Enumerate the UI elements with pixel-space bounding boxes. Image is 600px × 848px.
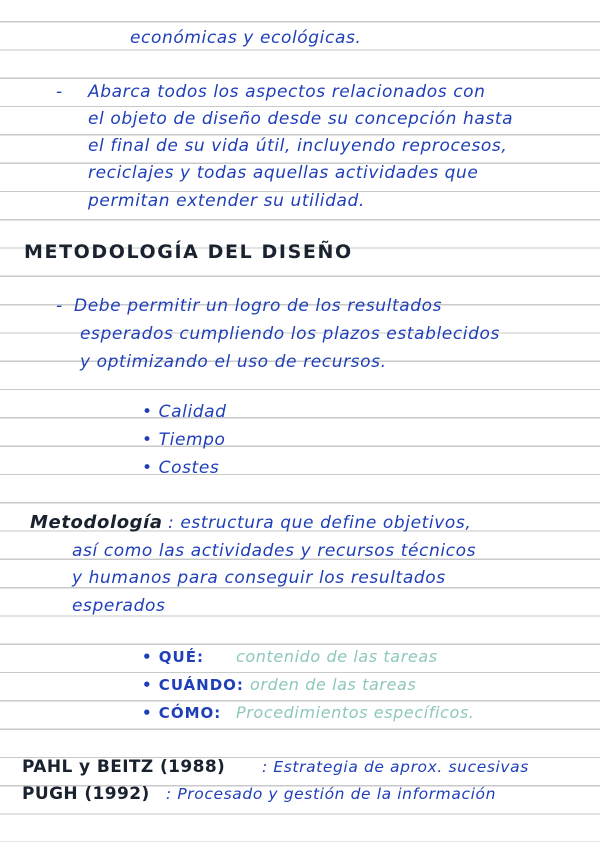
intro-line-2: el objeto de diseño desde su concepción hasta [88, 109, 514, 129]
definition-line-4: esperados [72, 596, 166, 616]
question-key-when: • CUÁNDO: [142, 676, 244, 694]
goal-line-1: Debe permitir un logro de los resultados [74, 296, 443, 316]
intro-line-4: reciclajes y todas aquellas actividades que [88, 163, 479, 183]
factor-item-costs: • Costes [142, 458, 220, 478]
question-desc-what: contenido de las tareas [236, 647, 438, 666]
reference-desc-pugh: : Procesado y gestión de la información [166, 785, 497, 803]
question-key-what: • QUÉ: [142, 648, 204, 666]
definition-line-1: : estructura que define objetivos, [168, 513, 472, 533]
intro-line-1: Abarca todos los aspectos relacionados con [88, 82, 486, 102]
intro-bullet: - [56, 82, 63, 102]
reference-author-pahl-beitz: PAHL y BEITZ (1988) [22, 757, 226, 777]
reference-desc-pahl-beitz: : Estrategia de aprox. sucesivas [262, 758, 529, 776]
intro-line-3: el final de su vida útil, incluyendo reprocesos, [88, 136, 508, 156]
reference-author-pugh: PUGH (1992) [22, 784, 150, 804]
factor-item-time: • Tiempo [142, 430, 226, 450]
goal-line-3: y optimizando el uso de recursos. [80, 352, 387, 372]
definition-line-2: así como las actividades y recursos técnicos [72, 541, 477, 561]
question-desc-when: orden de las tareas [250, 675, 417, 694]
goal-line-2: esperados cumpliendo los plazos establecidos [80, 324, 500, 344]
definition-line-3: y humanos para conseguir los resultados [72, 568, 446, 588]
section-title: METODOLOGÍA DEL DISEÑO [24, 241, 353, 263]
definition-term: Metodología [30, 512, 163, 533]
question-desc-how: Procedimientos específicos. [236, 703, 475, 722]
factor-item-quality: • Calidad [142, 402, 227, 422]
intro-line-5: permitan extender su utilidad. [88, 191, 365, 211]
question-key-how: • CÓMO: [142, 704, 222, 722]
goal-bullet: - [56, 296, 63, 316]
intro-line-0: económicas y ecológicas. [130, 28, 362, 48]
